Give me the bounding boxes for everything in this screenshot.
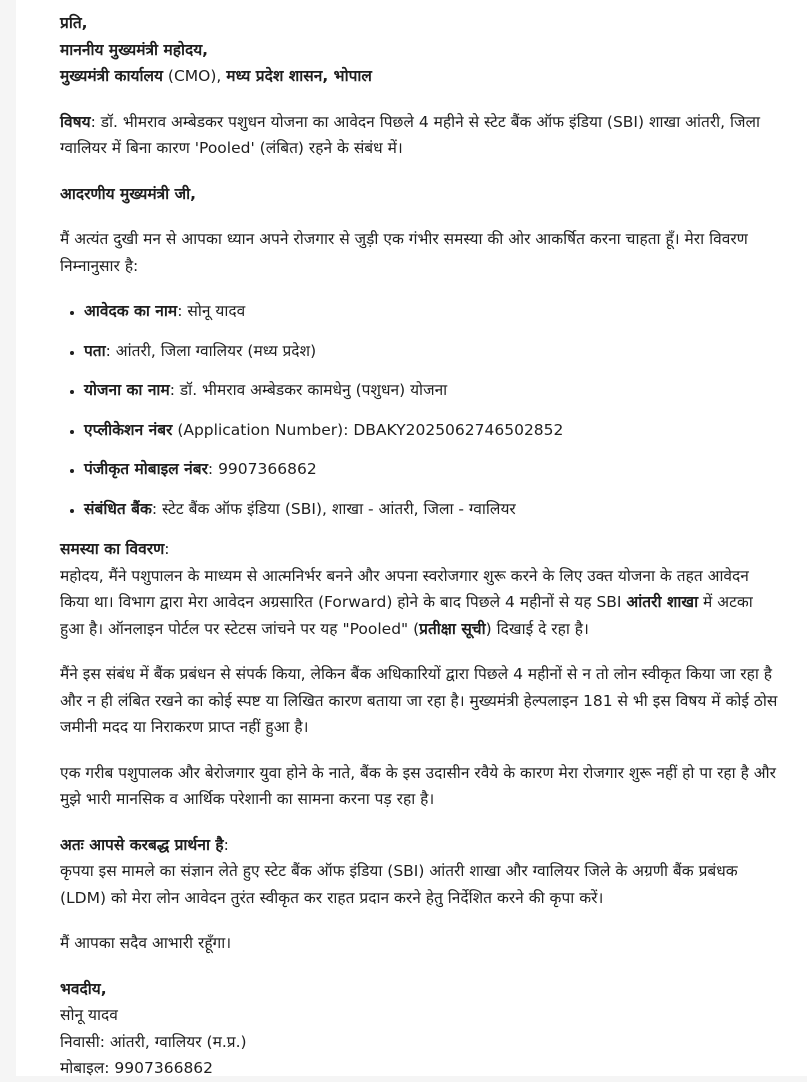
signature-mobile: मोबाइल: 9907366862	[60, 1059, 214, 1077]
header-office-b: (CMO),	[163, 67, 227, 85]
subject-line	[60, 109, 780, 162]
list-item	[84, 298, 780, 325]
header-recipient: माननीय मुख्यमंत्री महोदय,	[60, 40, 209, 59]
signature-block	[60, 976, 780, 1082]
problem-paragraph-3: एक गरीब पशुपालक और बेरोजगार युवा होने के नाते, बैंक के इस उदासीन रवैये के कारण मेरा रोजगार शुरू नहीं हो पा रहा है और मुझे भारी मानसिक व आर्थिक परेशानी का सामना करना पड़ रहा है।	[60, 763, 776, 808]
detail-value: : 9907366862	[207, 460, 317, 478]
problem-text-a: महोदय, मैंने पशुपालन के माध्यम से आत्मनिर्भर बनने और अपना स्वरोजगार शुरू करने के लिए उक्त योजना के तहत आवेदन किया था। विभाग द्वारा मेरा आवेदन अग्रसारित (Forward) होने के बाद पिछले 4 महीनों से यह SBI	[60, 566, 749, 611]
detail-label: आवेदक का नाम	[84, 302, 178, 320]
signature-address: निवासी: आंतरी, ग्वालियर (म.प्र.)	[60, 1032, 247, 1051]
header-office-a: मुख्यमंत्री कार्यालय	[60, 67, 163, 85]
document-page	[16, 0, 807, 1076]
list-item	[84, 496, 780, 523]
header-to: प्रति,	[60, 14, 88, 32]
signature-name: सोनू यादव	[60, 1006, 118, 1024]
intro-paragraph: मैं अत्यंत दुखी मन से आपका ध्यान अपने रोजगार से जुड़ी एक गंभीर समस्या की ओर आकर्षित करना चाहता हूँ। मेरा विवरण निम्नानुसार है:	[60, 230, 748, 275]
detail-value: : आंतरी, जिला ग्वालियर (मध्य प्रदेश)	[105, 341, 317, 360]
problem-heading-suffix: :	[164, 540, 170, 558]
problem-heading: समस्या का विवरण	[60, 540, 165, 558]
detail-label: योजना का नाम	[84, 381, 170, 399]
thanks-line: मैं आपका सदैव आभारी रहूँगा।	[60, 934, 232, 952]
detail-value: : सोनू यादव	[177, 302, 246, 320]
request-heading: अतः आपसे करबद्ध प्रार्थना है	[60, 835, 224, 854]
detail-value: (Application Number): DBAKY2025062746502852	[172, 420, 564, 439]
problem-text-c: ) दिखाई दे रहा है।	[485, 619, 589, 638]
letter-header	[60, 10, 780, 90]
subject-label: विषय	[60, 112, 91, 131]
list-item	[84, 338, 780, 365]
detail-label: पता	[84, 341, 106, 360]
problem-bold-waitlist: प्रतीक्षा सूची	[419, 619, 486, 638]
request-heading-suffix: :	[223, 835, 229, 854]
request-text: कृपया इस मामले का संज्ञान लेते हुए स्टेट बैंक ऑफ इंडिया (SBI) आंतरी शाखा और ग्वालियर जिले के अग्रणी बैंक प्रबंधक (LDM) को मेरा लोन आवेदन तुरंत स्वीकृत कर राहत प्रदान करने हेतु निर्देशित करने की कृपा करें।	[60, 862, 738, 907]
list-item	[84, 456, 780, 483]
detail-label: पंजीकृत मोबाइल नंबर	[84, 460, 208, 478]
detail-label: एप्लीकेशन नंबर	[84, 420, 173, 439]
problem-text-b: में अटका हुआ है। ऑनलाइन पोर्टल पर स्टेटस जांचने पर यह "Pooled" (	[60, 593, 753, 638]
list-item	[84, 377, 780, 404]
list-item	[84, 417, 780, 444]
detail-label: संबंधित बैंक	[84, 499, 152, 518]
problem-paragraph-1	[60, 536, 780, 642]
detail-value: : डॉ. भीमराव अम्बेडकर कामधेनु (पशुधन) योजना	[169, 381, 448, 399]
request-paragraph	[60, 832, 780, 912]
problem-paragraph-2: मैंने इस संबंध में बैंक प्रबंधन से संपर्क किया, लेकिन बैंक अधिकारियों द्वारा पिछले 4 महीनों से न तो लोन स्वीकृत किया जा रहा है और न ही लंबित रखने का कोई स्पष्ट या लिखित कारण बताया जा रहा है। मुख्यमंत्री हेल्पलाइन 181 से भी इस विषय में कोई ठोस जमीनी मदद या निराकरण प्राप्त नहीं हुआ है।	[60, 665, 778, 736]
details-list	[60, 298, 780, 522]
subject-text: : डॉ. भीमराव अम्बेडकर पशुधन योजना का आवेदन पिछले 4 महीने से स्टेट बैंक ऑफ इंडिया (SBI) शाखा आंतरी, जिला ग्वालियर में बिना कारण 'Pooled' (लंबित) रहने के संबंध में।	[60, 112, 761, 157]
problem-bold-branch: आंतरी शाखा	[626, 593, 699, 611]
salutation-text: आदरणीय मुख्यमंत्री जी,	[60, 184, 196, 203]
letter-content	[60, 10, 780, 1082]
header-office-c: मध्य प्रदेश शासन, भोपाल	[226, 67, 372, 85]
salutation	[60, 181, 780, 208]
signature-closing: भवदीय,	[60, 979, 107, 998]
detail-value: : स्टेट बैंक ऑफ इंडिया (SBI), शाखा - आंतरी, जिला - ग्वालियर	[151, 499, 516, 518]
